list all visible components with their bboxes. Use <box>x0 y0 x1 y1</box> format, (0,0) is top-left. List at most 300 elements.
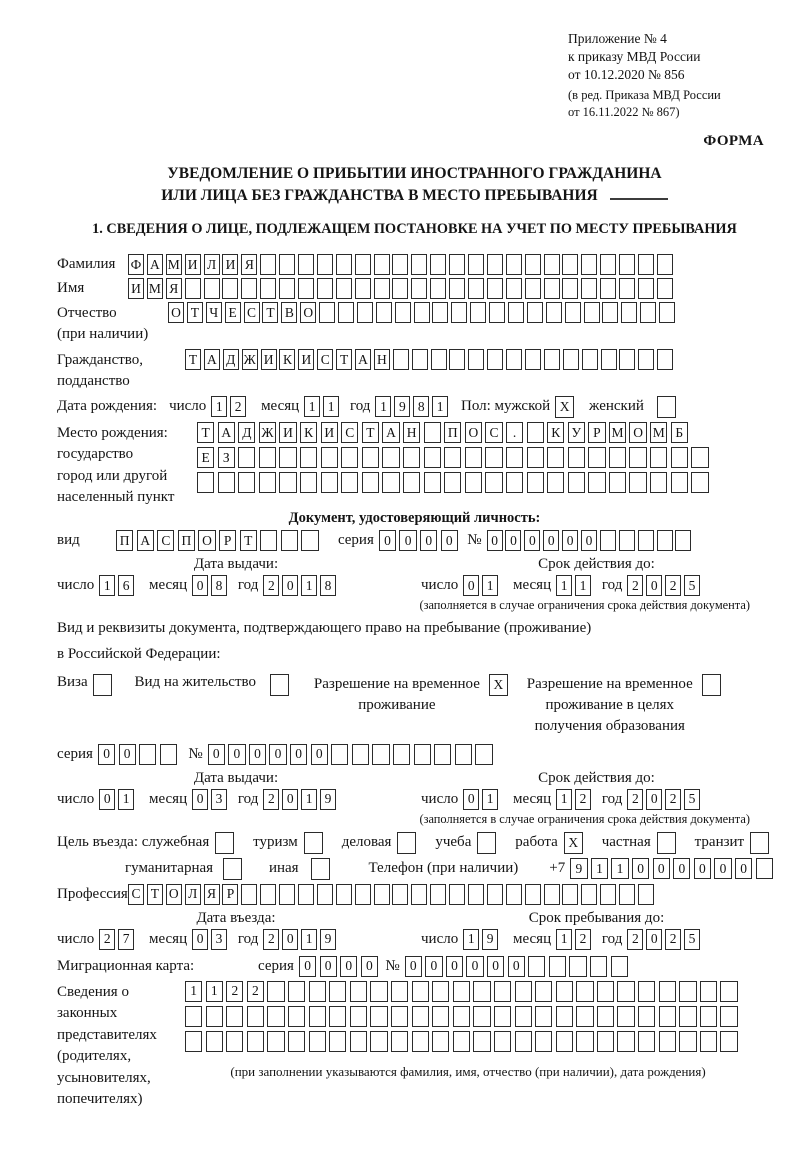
form-cell[interactable] <box>424 422 441 443</box>
form-cell[interactable] <box>238 472 255 493</box>
form-cell[interactable] <box>582 349 598 370</box>
purpose-tourism-checkbox[interactable] <box>304 832 326 854</box>
form-cell[interactable] <box>424 447 441 468</box>
form-cell[interactable]: 0 <box>508 956 525 977</box>
form-cell[interactable] <box>487 349 503 370</box>
migration-series-cells[interactable] <box>299 956 381 977</box>
form-cell[interactable] <box>506 884 522 905</box>
form-cell[interactable] <box>362 472 379 493</box>
form-cell[interactable] <box>238 447 255 468</box>
form-cell[interactable]: Я <box>204 884 220 905</box>
form-cell[interactable] <box>600 254 616 275</box>
form-cell[interactable] <box>288 981 305 1002</box>
form-cell[interactable]: С <box>128 884 144 905</box>
form-cell[interactable]: Л <box>185 884 201 905</box>
form-cell[interactable] <box>412 1031 429 1052</box>
form-cell[interactable]: О <box>168 302 184 323</box>
form-cell[interactable] <box>581 254 597 275</box>
form-cell[interactable]: А <box>147 254 163 275</box>
form-cell[interactable]: 2 <box>665 789 681 810</box>
form-cell[interactable] <box>657 832 676 854</box>
form-cell[interactable] <box>449 254 465 275</box>
form-cell[interactable] <box>525 254 541 275</box>
form-cell[interactable]: 0 <box>269 744 286 765</box>
form-cell[interactable] <box>336 884 352 905</box>
form-cell[interactable] <box>455 744 472 765</box>
form-cell[interactable] <box>487 278 503 299</box>
form-cell[interactable] <box>279 884 295 905</box>
form-cell[interactable]: З <box>218 447 235 468</box>
form-cell[interactable] <box>301 530 318 551</box>
form-cell[interactable]: 3 <box>211 789 227 810</box>
form-cell[interactable] <box>223 858 242 880</box>
form-cell[interactable]: 2 <box>263 929 279 950</box>
form-cell[interactable] <box>279 254 295 275</box>
form-cell[interactable]: 0 <box>311 744 328 765</box>
form-cell[interactable] <box>376 302 392 323</box>
form-cell[interactable] <box>487 884 503 905</box>
form-cell[interactable] <box>403 447 420 468</box>
form-cell[interactable]: 0 <box>466 956 483 977</box>
form-cell[interactable]: 0 <box>99 789 115 810</box>
form-cell[interactable] <box>638 884 654 905</box>
residence-number-cells[interactable] <box>208 744 496 765</box>
form-cell[interactable] <box>525 278 541 299</box>
form-cell[interactable]: 0 <box>441 530 458 551</box>
form-cell[interactable] <box>355 278 371 299</box>
form-cell[interactable]: 0 <box>646 575 662 596</box>
birth-month-cells[interactable] <box>304 396 342 417</box>
form-cell[interactable] <box>341 447 358 468</box>
form-cell[interactable] <box>756 858 773 879</box>
form-cell[interactable] <box>311 858 330 880</box>
form-cell[interactable]: М <box>650 422 667 443</box>
entry-year[interactable] <box>263 929 339 950</box>
form-cell[interactable]: X <box>555 396 574 418</box>
form-cell[interactable]: 1 <box>99 575 115 596</box>
form-cell[interactable]: Я <box>241 254 257 275</box>
form-cell[interactable] <box>352 744 369 765</box>
form-cell[interactable] <box>657 254 673 275</box>
form-cell[interactable] <box>528 956 545 977</box>
form-cell[interactable]: 5 <box>684 789 700 810</box>
form-cell[interactable]: 9 <box>320 929 336 950</box>
form-cell[interactable]: X <box>489 674 508 696</box>
form-cell[interactable] <box>675 530 691 551</box>
form-cell[interactable]: 0 <box>735 858 752 879</box>
stay-month[interactable] <box>556 929 594 950</box>
form-cell[interactable] <box>355 254 371 275</box>
identity-valid-year[interactable] <box>627 575 703 596</box>
form-cell[interactable] <box>597 981 614 1002</box>
form-cell[interactable]: 0 <box>562 530 578 551</box>
form-cell[interactable] <box>621 302 637 323</box>
form-cell[interactable] <box>329 981 346 1002</box>
form-cell[interactable] <box>392 278 408 299</box>
form-cell[interactable] <box>650 447 667 468</box>
form-cell[interactable]: М <box>609 422 626 443</box>
form-cell[interactable]: 1 <box>432 396 448 417</box>
form-cell[interactable] <box>468 278 484 299</box>
form-cell[interactable] <box>331 744 348 765</box>
form-cell[interactable] <box>319 302 335 323</box>
form-cell[interactable] <box>515 1006 532 1027</box>
form-cell[interactable]: 0 <box>505 530 521 551</box>
form-cell[interactable]: 8 <box>211 575 227 596</box>
form-cell[interactable] <box>430 884 446 905</box>
form-cell[interactable] <box>581 278 597 299</box>
form-cell[interactable] <box>638 278 654 299</box>
form-cell[interactable]: К <box>300 422 317 443</box>
form-cell[interactable] <box>391 1031 408 1052</box>
form-cell[interactable] <box>453 1006 470 1027</box>
form-cell[interactable]: Р <box>222 884 238 905</box>
form-cell[interactable]: О <box>166 884 182 905</box>
form-cell[interactable]: 0 <box>446 956 463 977</box>
form-cell[interactable] <box>279 472 296 493</box>
form-cell[interactable] <box>527 472 544 493</box>
entry-day[interactable] <box>99 929 137 950</box>
form-cell[interactable] <box>494 1006 511 1027</box>
form-cell[interactable] <box>260 254 276 275</box>
residence-valid-year[interactable] <box>627 789 703 810</box>
form-cell[interactable]: 2 <box>665 929 681 950</box>
form-cell[interactable]: Д <box>223 349 239 370</box>
form-cell[interactable]: 0 <box>290 744 307 765</box>
form-cell[interactable] <box>317 254 333 275</box>
purpose-work-checkbox[interactable] <box>564 832 586 854</box>
form-cell[interactable] <box>374 254 390 275</box>
form-cell[interactable]: М <box>166 254 182 275</box>
form-cell[interactable] <box>215 832 234 854</box>
form-cell[interactable] <box>638 1006 655 1027</box>
form-cell[interactable]: 1 <box>301 575 317 596</box>
form-cell[interactable] <box>431 349 447 370</box>
form-cell[interactable] <box>600 884 616 905</box>
form-cell[interactable] <box>355 884 371 905</box>
form-cell[interactable] <box>609 447 626 468</box>
form-cell[interactable] <box>617 981 634 1002</box>
entry-month[interactable] <box>192 929 230 950</box>
form-cell[interactable] <box>267 1031 284 1052</box>
form-cell[interactable] <box>581 884 597 905</box>
form-cell[interactable] <box>508 302 524 323</box>
purpose-transit-checkbox[interactable] <box>750 832 772 854</box>
form-cell[interactable] <box>720 1006 737 1027</box>
form-cell[interactable] <box>317 884 333 905</box>
form-cell[interactable] <box>93 674 112 696</box>
form-cell[interactable]: X <box>564 832 583 854</box>
form-cell[interactable]: М <box>147 278 163 299</box>
form-cell[interactable] <box>568 447 585 468</box>
form-cell[interactable] <box>185 1006 202 1027</box>
form-cell[interactable] <box>412 349 428 370</box>
form-cell[interactable]: 0 <box>379 530 396 551</box>
form-cell[interactable] <box>659 302 675 323</box>
form-cell[interactable] <box>475 744 492 765</box>
form-cell[interactable]: 0 <box>192 575 208 596</box>
purpose-study-checkbox[interactable] <box>477 832 499 854</box>
form-cell[interactable]: 1 <box>556 575 572 596</box>
form-cell[interactable] <box>372 744 389 765</box>
form-cell[interactable] <box>638 981 655 1002</box>
form-cell[interactable] <box>338 302 354 323</box>
form-cell[interactable] <box>485 472 502 493</box>
form-cell[interactable] <box>576 981 593 1002</box>
form-cell[interactable] <box>563 349 579 370</box>
form-cell[interactable]: У <box>568 422 585 443</box>
form-cell[interactable]: 1 <box>118 789 134 810</box>
form-cell[interactable] <box>468 254 484 275</box>
form-cell[interactable] <box>430 278 446 299</box>
form-cell[interactable] <box>288 1031 305 1052</box>
form-cell[interactable]: А <box>204 349 220 370</box>
form-cell[interactable] <box>506 349 522 370</box>
citizenship-cells[interactable] <box>185 349 676 370</box>
form-cell[interactable]: 0 <box>524 530 540 551</box>
form-cell[interactable] <box>206 1006 223 1027</box>
form-cell[interactable] <box>185 278 201 299</box>
form-cell[interactable]: С <box>485 422 502 443</box>
sex-male-checkbox[interactable] <box>555 396 577 418</box>
birth-place-row3-cells[interactable] <box>197 472 712 493</box>
form-cell[interactable]: О <box>300 302 316 323</box>
form-cell[interactable] <box>370 981 387 1002</box>
form-cell[interactable]: 0 <box>463 789 479 810</box>
form-cell[interactable] <box>549 956 566 977</box>
form-cell[interactable] <box>473 981 490 1002</box>
form-cell[interactable] <box>657 278 673 299</box>
form-cell[interactable] <box>487 254 503 275</box>
form-cell[interactable] <box>321 472 338 493</box>
form-cell[interactable] <box>370 1006 387 1027</box>
form-cell[interactable] <box>535 1031 552 1052</box>
form-cell[interactable] <box>424 472 441 493</box>
form-cell[interactable]: С <box>317 349 333 370</box>
form-cell[interactable] <box>638 349 654 370</box>
form-cell[interactable]: Т <box>197 422 214 443</box>
form-cell[interactable]: Е <box>197 447 214 468</box>
legal-row1-cells[interactable] <box>185 981 741 1002</box>
form-cell[interactable] <box>260 884 276 905</box>
form-cell[interactable] <box>506 254 522 275</box>
form-cell[interactable] <box>432 981 449 1002</box>
edu-permit-checkbox[interactable] <box>702 674 724 696</box>
form-cell[interactable] <box>546 302 562 323</box>
residence-series-cells[interactable] <box>98 744 180 765</box>
form-cell[interactable]: 2 <box>263 789 279 810</box>
form-cell[interactable] <box>412 981 429 1002</box>
form-cell[interactable] <box>321 447 338 468</box>
form-cell[interactable] <box>270 674 289 696</box>
form-cell[interactable]: 0 <box>487 956 504 977</box>
form-cell[interactable] <box>317 278 333 299</box>
form-cell[interactable] <box>617 1031 634 1052</box>
form-cell[interactable]: 0 <box>119 744 136 765</box>
form-cell[interactable]: К <box>547 422 564 443</box>
form-cell[interactable] <box>432 1006 449 1027</box>
form-cell[interactable]: С <box>157 530 174 551</box>
form-cell[interactable] <box>260 530 277 551</box>
form-cell[interactable] <box>720 1031 737 1052</box>
form-cell[interactable]: Я <box>166 278 182 299</box>
form-cell[interactable]: 0 <box>425 956 442 977</box>
form-cell[interactable]: Р <box>219 530 236 551</box>
form-cell[interactable] <box>336 254 352 275</box>
sex-female-checkbox[interactable] <box>657 396 679 418</box>
form-cell[interactable] <box>267 981 284 1002</box>
form-cell[interactable] <box>309 1031 326 1052</box>
form-cell[interactable] <box>562 254 578 275</box>
form-cell[interactable]: П <box>178 530 195 551</box>
form-cell[interactable]: О <box>465 422 482 443</box>
form-cell[interactable] <box>562 278 578 299</box>
form-cell[interactable]: 1 <box>301 929 317 950</box>
form-cell[interactable] <box>494 981 511 1002</box>
form-cell[interactable] <box>451 302 467 323</box>
form-cell[interactable] <box>411 884 427 905</box>
form-cell[interactable]: 0 <box>463 575 479 596</box>
form-cell[interactable]: А <box>382 422 399 443</box>
form-cell[interactable]: 0 <box>714 858 731 879</box>
visa-checkbox[interactable] <box>93 674 115 696</box>
form-cell[interactable] <box>226 1006 243 1027</box>
form-cell[interactable] <box>679 981 696 1002</box>
form-cell[interactable] <box>403 472 420 493</box>
form-cell[interactable]: 2 <box>263 575 279 596</box>
form-cell[interactable] <box>370 1031 387 1052</box>
form-cell[interactable]: 5 <box>684 929 700 950</box>
form-cell[interactable] <box>392 884 408 905</box>
identity-valid-day[interactable] <box>463 575 501 596</box>
form-cell[interactable] <box>288 1006 305 1027</box>
form-cell[interactable]: 0 <box>192 929 208 950</box>
form-cell[interactable]: Т <box>185 349 201 370</box>
form-cell[interactable] <box>309 1006 326 1027</box>
form-cell[interactable] <box>617 1006 634 1027</box>
form-cell[interactable] <box>393 349 409 370</box>
form-cell[interactable] <box>397 832 416 854</box>
form-cell[interactable] <box>432 1031 449 1052</box>
form-cell[interactable] <box>629 447 646 468</box>
form-cell[interactable]: 0 <box>632 858 649 879</box>
form-cell[interactable] <box>300 472 317 493</box>
form-cell[interactable] <box>494 1031 511 1052</box>
form-cell[interactable] <box>600 530 616 551</box>
form-cell[interactable] <box>206 1031 223 1052</box>
form-cell[interactable] <box>329 1006 346 1027</box>
form-cell[interactable] <box>619 530 635 551</box>
form-cell[interactable] <box>468 349 484 370</box>
purpose-humanitarian-checkbox[interactable] <box>223 858 245 880</box>
patronymic-cells[interactable] <box>168 302 678 323</box>
form-cell[interactable]: 1 <box>206 981 223 1002</box>
form-cell[interactable]: 5 <box>684 575 700 596</box>
form-cell[interactable] <box>506 278 522 299</box>
form-cell[interactable]: 1 <box>185 981 202 1002</box>
form-cell[interactable]: 1 <box>323 396 339 417</box>
form-cell[interactable]: 0 <box>98 744 115 765</box>
form-cell[interactable]: П <box>116 530 133 551</box>
form-cell[interactable] <box>281 530 298 551</box>
residence-valid-day[interactable] <box>463 789 501 810</box>
form-cell[interactable]: Ж <box>242 349 258 370</box>
form-cell[interactable] <box>588 472 605 493</box>
form-cell[interactable] <box>453 1031 470 1052</box>
form-cell[interactable] <box>671 447 688 468</box>
form-cell[interactable] <box>600 278 616 299</box>
form-cell[interactable] <box>374 278 390 299</box>
form-cell[interactable] <box>611 956 628 977</box>
form-cell[interactable] <box>204 278 220 299</box>
purpose-other-checkbox[interactable] <box>311 858 333 880</box>
form-cell[interactable]: 0 <box>249 744 266 765</box>
form-cell[interactable]: 9 <box>320 789 336 810</box>
form-cell[interactable] <box>702 674 721 696</box>
residence-issue-year[interactable] <box>263 789 339 810</box>
form-cell[interactable] <box>556 981 573 1002</box>
form-cell[interactable]: 0 <box>487 530 503 551</box>
form-cell[interactable]: И <box>321 422 338 443</box>
form-cell[interactable]: Е <box>225 302 241 323</box>
form-cell[interactable]: 2 <box>627 929 643 950</box>
form-cell[interactable] <box>700 1006 717 1027</box>
form-cell[interactable] <box>414 744 431 765</box>
identity-issue-month[interactable] <box>192 575 230 596</box>
form-cell[interactable]: П <box>444 422 461 443</box>
form-cell[interactable]: 0 <box>399 530 416 551</box>
form-cell[interactable] <box>535 1006 552 1027</box>
form-cell[interactable] <box>562 884 578 905</box>
form-cell[interactable]: 1 <box>575 575 591 596</box>
form-cell[interactable] <box>629 472 646 493</box>
form-cell[interactable] <box>671 472 688 493</box>
form-cell[interactable] <box>432 302 448 323</box>
form-cell[interactable] <box>393 744 410 765</box>
form-cell[interactable] <box>465 447 482 468</box>
form-cell[interactable]: Т <box>362 422 379 443</box>
doc-series-cells[interactable] <box>379 530 461 551</box>
form-cell[interactable]: Н <box>374 349 390 370</box>
form-cell[interactable]: 0 <box>208 744 225 765</box>
form-cell[interactable] <box>584 302 600 323</box>
form-cell[interactable] <box>679 1031 696 1052</box>
form-cell[interactable]: 2 <box>665 575 681 596</box>
form-cell[interactable] <box>650 472 667 493</box>
form-cell[interactable] <box>547 472 564 493</box>
form-cell[interactable] <box>597 1006 614 1027</box>
birth-year-cells[interactable] <box>375 396 451 417</box>
phone-cells[interactable] <box>570 858 776 879</box>
form-cell[interactable] <box>473 1006 490 1027</box>
form-cell[interactable] <box>659 1031 676 1052</box>
form-cell[interactable] <box>556 1031 573 1052</box>
form-cell[interactable] <box>430 254 446 275</box>
form-cell[interactable] <box>382 447 399 468</box>
form-cell[interactable] <box>468 884 484 905</box>
form-cell[interactable] <box>506 472 523 493</box>
form-cell[interactable]: 1 <box>556 929 572 950</box>
form-cell[interactable]: 2 <box>627 789 643 810</box>
form-cell[interactable]: О <box>629 422 646 443</box>
form-cell[interactable] <box>309 981 326 1002</box>
form-cell[interactable]: 0 <box>405 956 422 977</box>
form-cell[interactable]: 0 <box>646 789 662 810</box>
form-cell[interactable]: Р <box>588 422 605 443</box>
form-cell[interactable]: Ф <box>128 254 144 275</box>
form-cell[interactable]: 1 <box>211 396 227 417</box>
form-cell[interactable] <box>160 744 177 765</box>
